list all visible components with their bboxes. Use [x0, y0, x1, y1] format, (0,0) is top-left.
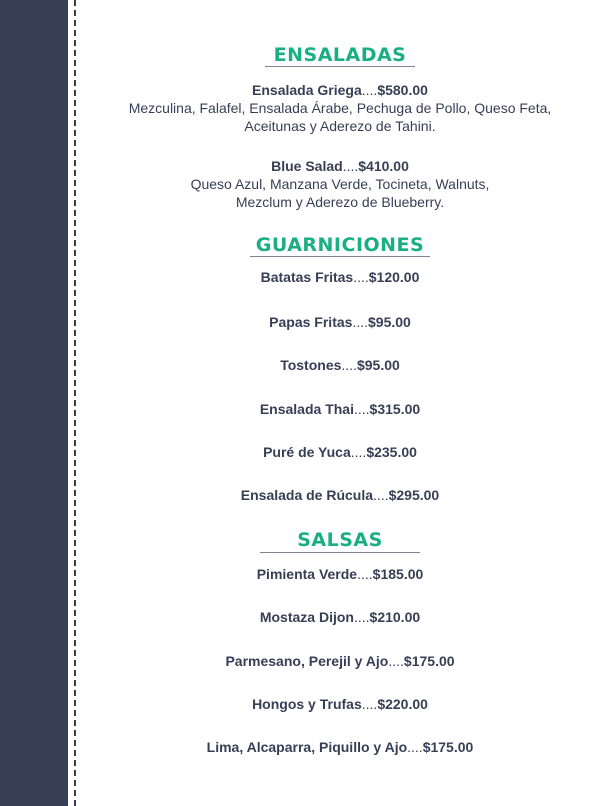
stitch-border	[74, 0, 76, 806]
section-title-guarniciones: GUARNICIONES	[255, 234, 425, 256]
menu-item-name: Puré de Yuca....$235.00	[263, 444, 417, 460]
section-title-salsas: SALSAS	[297, 529, 383, 551]
section-underline	[250, 256, 430, 257]
menu-page	[90, 0, 590, 806]
menu-item-name: Blue Salad....$410.00	[271, 158, 409, 174]
sidebar-band	[0, 0, 68, 806]
menu-item-name: Lima, Alcaparra, Piquillo y Ajo....$175.00	[206, 739, 474, 755]
menu-item-name: Batatas Fritas....$120.00	[260, 269, 420, 285]
section-underline	[260, 552, 420, 553]
menu-item-name: Ensalada Griega....$580.00	[252, 82, 428, 98]
menu-item-name: Pimienta Verde....$185.00	[256, 566, 424, 582]
menu-item-name: Ensalada de Rúcula....$295.00	[240, 487, 440, 503]
section-underline	[265, 66, 415, 67]
menu-item-description: Queso Azul, Manzana Verde, Tocineta, Walnuts, Mezclum y Aderezo de Blueberry.	[190, 176, 490, 210]
menu-item-name: Tostones....$95.00	[280, 357, 400, 373]
menu-item-name: Hongos y Trufas....$220.00	[252, 696, 428, 712]
menu-item-name: Papas Fritas....$95.00	[269, 314, 411, 330]
menu-item-name: Parmesano, Perejil y Ajo....$175.00	[225, 653, 455, 669]
menu-item-name: Mostaza Dijon....$210.00	[259, 609, 421, 625]
menu-item-description: Mezculina, Falafel, Ensalada Árabe, Pechuga de Pollo, Queso Feta, Aceitunas y Aderezo de Tahini.	[128, 100, 552, 134]
menu-item-name: Ensalada Thai....$315.00	[259, 401, 421, 417]
section-title-ensaladas: ENSALADAS	[273, 44, 407, 66]
